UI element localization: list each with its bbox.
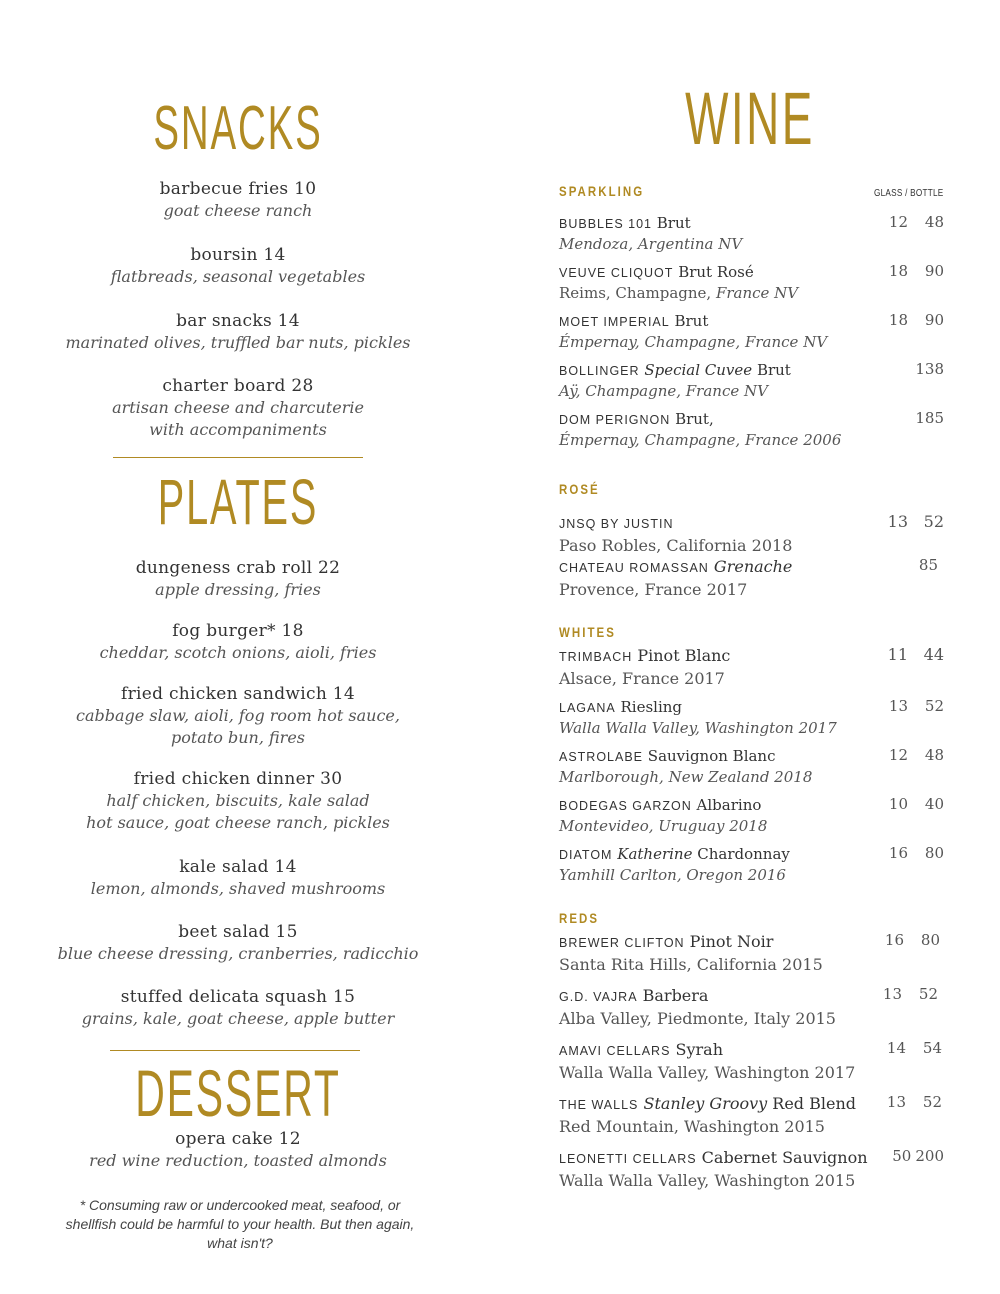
menu-item — [40, 620, 436, 664]
wine-producer: JNSQ BY JUSTIN — [559, 517, 674, 531]
glass-price: 13 — [882, 985, 902, 1003]
wine-price — [880, 931, 940, 949]
item-desc: cabbage slaw, aioli, fog room hot sauce, — [76, 706, 400, 725]
wine-producer: DOM PERIGNON — [559, 413, 671, 427]
menu-item — [40, 856, 436, 900]
bottle-price: 48 — [924, 213, 944, 231]
wine-item — [559, 844, 944, 885]
wine-origin: Walla Walla Valley, Washington 2015 — [559, 1171, 856, 1190]
item-desc: with accompaniments — [149, 420, 327, 439]
reds-heading: REDS — [559, 910, 600, 926]
glass-price: 13 — [886, 1093, 906, 1111]
wine-origin: Alba Valley, Piedmonte, Italy 2015 — [559, 1009, 836, 1028]
wine-item — [559, 360, 944, 401]
glass-price: 12 — [888, 213, 908, 231]
wine-item — [559, 697, 944, 738]
wine-price — [903, 409, 944, 427]
wine-item — [559, 409, 944, 450]
glass-price: 18 — [888, 311, 908, 329]
item-name: boursin 14 — [190, 245, 286, 265]
wine-item — [559, 556, 944, 601]
wine-item — [559, 931, 944, 976]
wine-producer: BREWER CLIFTON — [559, 936, 685, 950]
wine-origin: Paso Robles, California 2018 — [559, 536, 793, 555]
bottle-price: 40 — [924, 795, 944, 813]
wine-title: WINE — [685, 77, 815, 160]
bottle-price: 185 — [915, 409, 944, 427]
wine-name: Syrah — [670, 1040, 723, 1059]
menu-item — [40, 178, 436, 222]
wine-item — [559, 512, 944, 557]
wine-price — [884, 262, 944, 280]
wine-price — [884, 795, 944, 813]
wine-item — [559, 1147, 944, 1192]
glass-price: 11 — [887, 645, 908, 664]
glass-price: 14 — [886, 1039, 906, 1057]
wine-cuvee: Special Cuvee — [639, 361, 753, 379]
glass-bottle-label: GLASS / BOTTLE — [874, 188, 944, 199]
item-name: dungeness crab roll 22 — [135, 558, 341, 578]
glass-price: 13 — [888, 697, 908, 715]
wine-item — [559, 985, 944, 1030]
wine-price — [878, 985, 938, 1003]
wine-item — [559, 1039, 944, 1084]
glass-price: 12 — [888, 746, 908, 764]
wine-producer: VEUVE CLIQUOT — [559, 266, 674, 280]
wine-name: Cabernet Sauvignon — [696, 1148, 868, 1167]
wine-item — [559, 262, 944, 303]
wine-price — [887, 1147, 944, 1165]
wine-name: Brut Rosé — [673, 263, 754, 281]
wine-origin: Marlborough, New Zealand 2018 — [559, 768, 813, 786]
wine-price — [884, 697, 944, 715]
wine-price — [884, 311, 944, 329]
item-desc: artisan cheese and charcuterie — [112, 398, 364, 417]
menu-item — [40, 244, 436, 288]
wine-name: Sauvignon Blanc — [643, 747, 776, 765]
menu-item — [40, 375, 436, 441]
item-name: barbecue fries 10 — [159, 179, 317, 199]
bottle-price: 85 — [918, 556, 938, 574]
health-footnote: * Consuming raw or undercooked meat, seafood, or shellfish could be harmful to your health. But then again, what isn't? — [65, 1197, 415, 1251]
wine-name: Brut — [669, 312, 709, 330]
wine-item — [559, 645, 944, 690]
item-name: fried chicken dinner 30 — [133, 769, 343, 789]
wine-price — [884, 213, 944, 231]
wine-origin: Montevideo, Uruguay 2018 — [559, 817, 768, 835]
dessert-title: DESSERT — [135, 1056, 341, 1130]
bottle-price: 52 — [918, 985, 938, 1003]
section-divider — [113, 457, 363, 458]
wine-name: Chardonnay — [692, 845, 790, 863]
wine-name: Grenache — [708, 557, 793, 576]
wine-origin: Mendoza, Argentina NV — [559, 235, 743, 253]
menu-item — [40, 921, 436, 965]
bottle-price: 52 — [924, 697, 944, 715]
wine-producer: TRIMBACH — [559, 650, 633, 664]
item-name: fried chicken sandwich 14 — [120, 684, 356, 704]
wine-name: Pinot Noir — [684, 932, 774, 951]
item-desc: apple dressing, fries — [155, 580, 321, 599]
wine-price — [882, 1039, 942, 1057]
item-desc: flatbreads, seasonal vegetables — [110, 267, 366, 286]
wine-price — [882, 1093, 942, 1111]
wine-cuvee: Katherine — [612, 845, 693, 863]
bottle-price: 80 — [924, 844, 944, 862]
wine-producer: G.D. VAJRA — [559, 990, 638, 1004]
bottle-price: 200 — [915, 1147, 944, 1165]
wine-item — [559, 213, 944, 254]
sparkling-heading: SPARKLING — [559, 183, 645, 199]
wine-name: Albarino — [691, 796, 762, 814]
wine-name: Pinot Blanc — [632, 646, 731, 665]
glass-price: 10 — [888, 795, 908, 813]
item-name: fog burger* 18 — [172, 621, 304, 641]
wine-name: Brut, — [670, 410, 714, 428]
wine-producer: LEONETTI CELLARS — [559, 1152, 697, 1166]
menu-item — [40, 768, 436, 834]
wine-item — [559, 795, 944, 836]
wine-item — [559, 311, 944, 352]
wine-producer: DIATOM — [559, 848, 613, 862]
item-desc: half chicken, biscuits, kale salad — [106, 791, 370, 810]
glass-price: 16 — [884, 931, 904, 949]
bottle-price: 52 — [923, 512, 944, 531]
wine-producer: ASTROLABE — [559, 750, 644, 764]
wine-price — [884, 645, 944, 664]
wine-origin: Émpernay, Champagne, France NV — [559, 333, 828, 351]
section-divider — [110, 1050, 360, 1051]
menu-item — [40, 986, 436, 1030]
wine-producer: AMAVI CELLARS — [559, 1044, 671, 1058]
glass-price: 18 — [888, 262, 908, 280]
bottle-price: 54 — [922, 1039, 942, 1057]
wine-price — [902, 556, 938, 574]
wine-producer: BODEGAS GARZON — [559, 799, 692, 813]
wine-origin: Reims, Champagne, — [559, 284, 716, 302]
item-desc: marinated olives, truffled bar nuts, pickles — [65, 333, 411, 352]
item-desc: lemon, almonds, shaved mushrooms — [90, 879, 386, 898]
item-name: charter board 28 — [162, 376, 314, 396]
item-name: beet salad 15 — [178, 922, 298, 942]
item-desc: blue cheese dressing, cranberries, radicchio — [57, 944, 419, 963]
item-name: kale salad 14 — [179, 857, 297, 877]
wine-name: Red Blend — [767, 1094, 857, 1113]
bottle-price: 80 — [920, 931, 940, 949]
wine-origin: Walla Walla Valley, Washington 2017 — [559, 1063, 856, 1082]
bottle-price: 48 — [924, 746, 944, 764]
wine-name: Riesling — [615, 698, 683, 716]
item-desc: potato bun, fires — [170, 728, 305, 747]
wine-item — [559, 1093, 944, 1138]
wine-name: Brut — [652, 214, 691, 232]
item-name: bar snacks 14 — [176, 311, 300, 331]
wine-name: Brut — [752, 361, 791, 379]
item-desc: cheddar, scotch onions, aioli, fries — [99, 643, 377, 662]
wine-item — [559, 746, 944, 787]
wine-producer: MOET IMPERIAL — [559, 315, 670, 329]
wine-origin: Walla Walla Valley, Washington 2017 — [559, 719, 837, 737]
bottle-price: 52 — [922, 1093, 942, 1111]
wine-origin: Red Mountain, Washington 2015 — [559, 1117, 825, 1136]
item-desc: red wine reduction, toasted almonds — [89, 1151, 387, 1170]
wine-origin: Alsace, France 2017 — [559, 669, 725, 688]
plates-title: PLATES — [157, 466, 319, 538]
snacks-title: SNACKS — [153, 94, 323, 163]
whites-heading: WHITES — [559, 624, 616, 640]
wine-origin: Émpernay, Champagne, France 2006 — [559, 431, 842, 449]
wine-origin: Santa Rita Hills, California 2015 — [559, 955, 823, 974]
wine-origin: Yamhill Carlton, Oregon 2016 — [559, 866, 786, 884]
item-name: opera cake 12 — [175, 1129, 301, 1149]
menu-item — [40, 683, 436, 749]
menu-item — [40, 310, 436, 354]
item-name: stuffed delicata squash 15 — [120, 987, 356, 1007]
wine-origin-country: France NV — [715, 284, 799, 302]
menu-item — [40, 557, 436, 601]
menu-item — [40, 1128, 436, 1172]
item-desc: grains, kale, goat cheese, apple butter — [81, 1009, 395, 1028]
item-desc: hot sauce, goat cheese ranch, pickles — [86, 813, 390, 832]
bottle-price: 138 — [915, 360, 944, 378]
bottle-price: 44 — [923, 645, 944, 664]
wine-price — [884, 512, 944, 531]
glass-price: 50 — [892, 1147, 912, 1165]
wine-producer: THE WALLS — [559, 1098, 639, 1112]
rose-heading: ROSÉ — [559, 481, 600, 497]
wine-origin: Provence, France 2017 — [559, 580, 748, 599]
bottle-price: 90 — [924, 311, 944, 329]
wine-origin: Aÿ, Champagne, France NV — [559, 382, 768, 400]
wine-name: Barbera — [637, 986, 709, 1005]
bottle-price: 90 — [924, 262, 944, 280]
item-desc: goat cheese ranch — [163, 201, 313, 220]
wine-producer: CHATEAU ROMASSAN — [559, 561, 709, 575]
wine-price — [884, 746, 944, 764]
wine-price — [884, 844, 944, 862]
glass-price: 16 — [888, 844, 908, 862]
wine-producer: LAGANA — [559, 701, 616, 715]
wine-cuvee: Stanley Groovy — [638, 1094, 768, 1113]
glass-price: 13 — [887, 512, 908, 531]
wine-price — [903, 360, 944, 378]
wine-producer: BUBBLES 101 — [559, 217, 652, 231]
wine-producer: BOLLINGER — [559, 364, 640, 378]
